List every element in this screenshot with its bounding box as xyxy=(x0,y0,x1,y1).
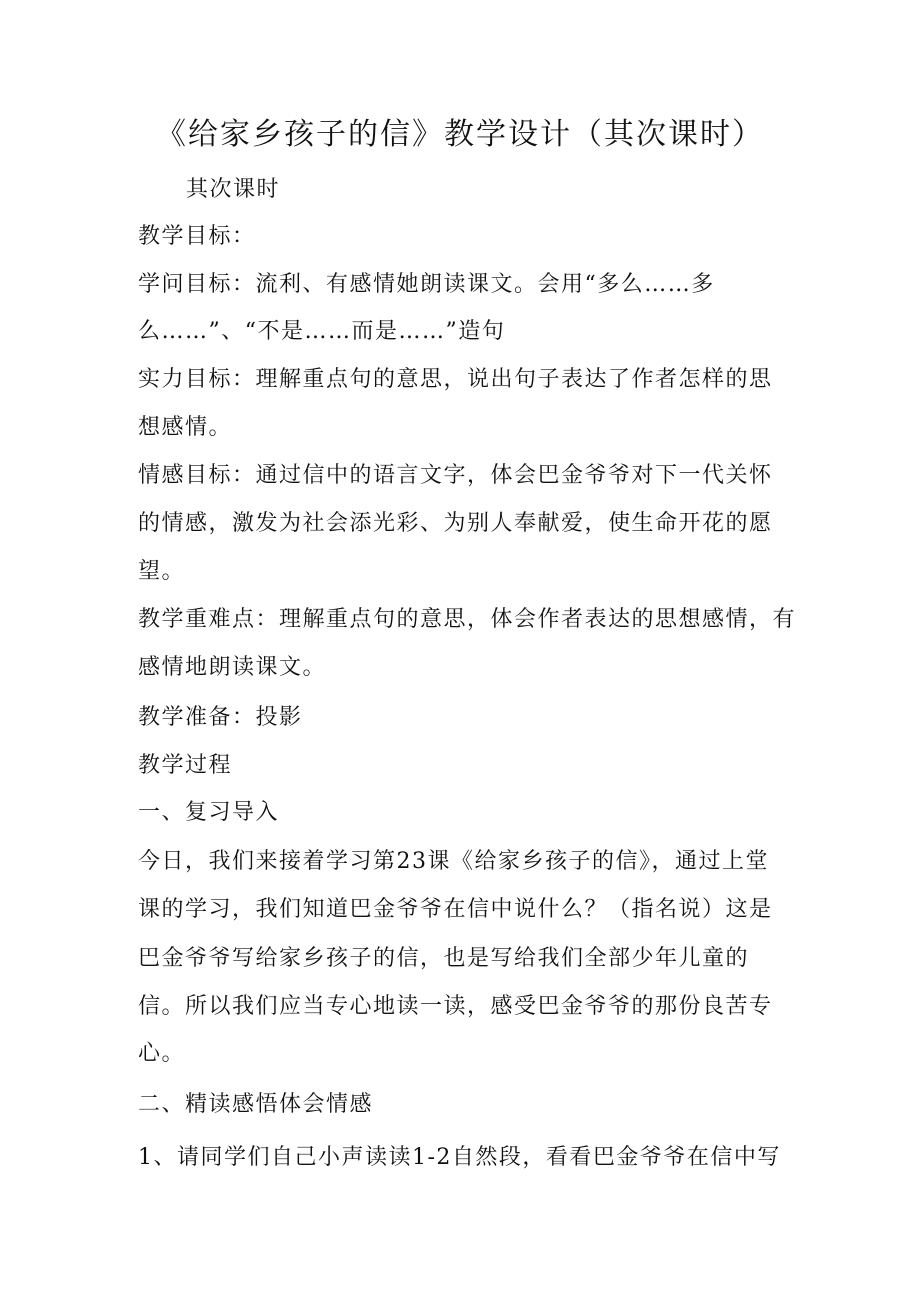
paragraph-line: 1、请同学们自己小声读读1-2自然段，看看巴金爷爷在信中写 xyxy=(138,1145,781,1170)
paragraph-line: 情感目标：通过信中的语言文字，体会巴金爷爷对下一代关怀 xyxy=(138,463,773,488)
paragraph-line: 教学准备：投影 xyxy=(138,705,303,730)
paragraph-line: 的情感，激发为社会添光彩、为别人奉献爱，使生命开花的愿 xyxy=(138,511,773,536)
section-heading: 一、复习导入 xyxy=(138,800,280,825)
paragraph-line: 心。 xyxy=(138,1041,186,1066)
section-heading: 二、精读感悟体会情感 xyxy=(138,1092,374,1117)
paragraph-line: 课的学习，我们知道巴金爷爷在信中说什么？（指名说）这是 xyxy=(138,897,773,922)
paragraph-line: 巴金爷爷写给家乡孩子的信，也是写给我们全部少年儿童的 xyxy=(138,946,750,971)
paragraph-line: 想感情。 xyxy=(138,415,233,440)
paragraph-line: 学问目标：流利、有感情她朗读课文。会用“多么……多 xyxy=(138,272,715,297)
paragraph-line: 教学目标： xyxy=(138,224,256,249)
paragraph-line: 么……”、“不是……而是……”造句 xyxy=(138,319,506,344)
document-title: 《给家乡孩子的信》教学设计（其次课时） xyxy=(156,117,764,152)
paragraph-line: 感情地朗读课文。 xyxy=(138,655,327,680)
paragraph-line: 信。所以我们应当专心地读一读，感受巴金爷爷的那份良苦专 xyxy=(138,994,773,1019)
paragraph-line: 教学过程 xyxy=(138,753,233,778)
paragraph-line: 望。 xyxy=(138,559,186,584)
paragraph-line: 实力目标：理解重点句的意思，说出句子表达了作者怎样的思 xyxy=(138,367,773,392)
document-subtitle: 其次课时 xyxy=(186,177,281,202)
paragraph-line: 教学重难点：理解重点句的意思，体会作者表达的思想感情，有 xyxy=(138,607,797,632)
paragraph-line: 今日，我们来接着学习第23课《给家乡孩子的信》，通过上堂 xyxy=(138,849,769,874)
